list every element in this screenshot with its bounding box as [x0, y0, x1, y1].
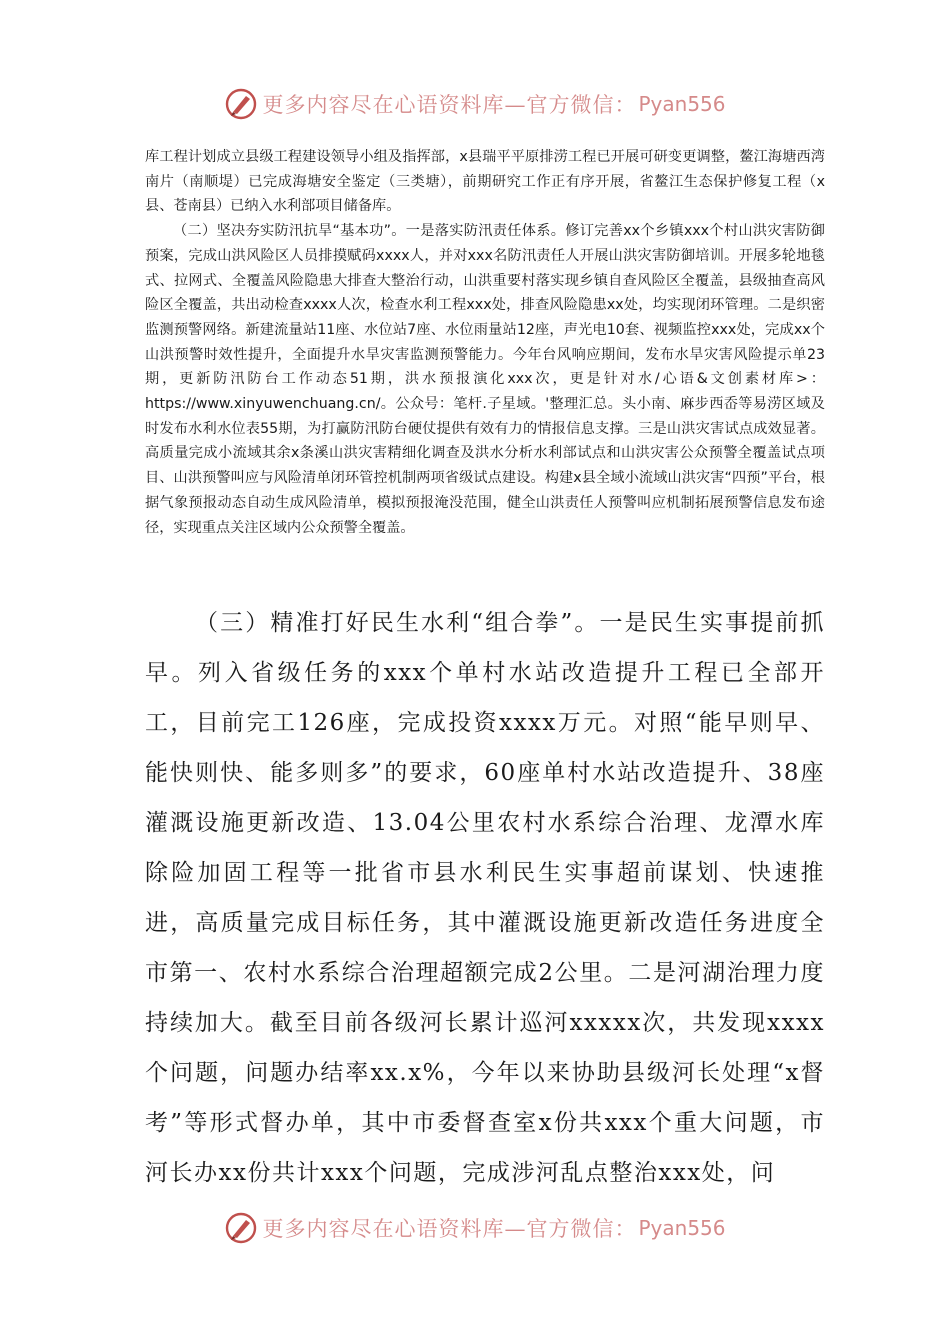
paragraph-continuation: 库工程计划成立县级工程建设领导小组及指挥部，x县瑞平平原排涝工程已开展可研变更调整，鳌江海塘西湾南片（南顺堤）已完成海塘安全鉴定（三类塘），前期研究工作正有序开展，省鳌江生态保护修复工程（x县、苍南县）已纳入水利部项目储备库。 — [145, 149, 825, 215]
banner-text: 更多内容尽在心语资料库—官方微信： — [262, 1217, 637, 1241]
banner-wechat-id: Pyan556 — [638, 1216, 726, 1240]
small-text-block — [145, 145, 825, 540]
header-watermark-banner — [0, 84, 950, 124]
pen-logo-icon — [224, 87, 258, 121]
paragraph-flood-control: （二）坚决夯实防汛抗旱“基本功”。一是落实防汛责任体系。修订完善xx个乡镇xxx个村山洪灾害防御预案，完成山洪风险区人员排摸赋码xxxx人，并对xxx名防汛责任人开展山洪灾害防御培训。开展多轮地毯式、拉网式、全覆盖风险隐患大排查大整治行动，山洪重要村落实现乡镇自查风险区全覆盖，县级抽查高风险区全覆盖，共出动检查xxxx人次，检查水利工程xxx处，排查风险隐患xx处，均实现闭环管理。二是织密监测预警网络。新建流量站11座、水位站7座、水位雨量站12座，声光电10套、视频监控xxx处，完成xx个山洪预警时效性提升，全面提升水旱灾害监测预警能力。今年台风响应期间，发布水旱灾害风险提示单23期，更新防汛防台工作动态51期，洪水预报演化xxx次，更是针对水/心语&文创素材库>：https://www.xinyuwenchuang.cn/。公众号：笔杆.子星域。'整理汇总。头小南、麻步西岙等易涝区域及时发布水利水位表55期，为打赢防汛防台硬仗提供有效有力的情报信息支撑。三是山洪灾害试点成效显著。高质量完成小流域其余x条溪山洪灾害精细化调查及洪水分析水利部试点和山洪灾害公众预警全覆盖试点项目、山洪预警叫应与风险清单闭环管控机制两项省级试点建设。构建x县全域小流域山洪灾害“四预”平台，根据气象预报动态自动生成风险清单，模拟预报淹没范围，健全山洪责任人预警叫应机制拓展预警信息发布途径，实现重点关注区域内公众预警全覆盖。 — [145, 223, 825, 536]
pen-logo-icon — [224, 1211, 258, 1245]
large-text-block — [145, 598, 825, 1198]
paragraph-livelihood-water: （三）精准打好民生水利“组合拳”。一是民生实事提前抓早。列入省级任务的xxx个单村水站改造提升工程已全部开工，目前完工126座，完成投资xxxx万元。对照“能早则早、能快则快、能多则多”的要求，60座单村水站改造提升、38座灌溉设施更新改造、13.04公里农村水系综合治理、龙潭水库除险加固工程等一批省市县水利民生实事超前谋划、快速推进，高质量完成目标任务，其中灌溉设施更新改造任务进度全市第一、农村水系综合治理超额完成2公里。二是河湖治理力度持续加大。截至目前各级河长累计巡河xxxxx次，共发现xxxx个问题，问题办结率xx.x%，今年以来协助县级河长处理“x督考”等形式督办单，其中市委督查室x份共xxx个重大问题，市河长办xx份共计xxx个问题，完成涉河乱点整治xxx处，问 — [145, 610, 825, 1186]
banner-text: 更多内容尽在心语资料库—官方微信： — [262, 93, 637, 117]
banner-wechat-id: Pyan556 — [638, 92, 726, 116]
footer-watermark-banner — [0, 1208, 950, 1248]
